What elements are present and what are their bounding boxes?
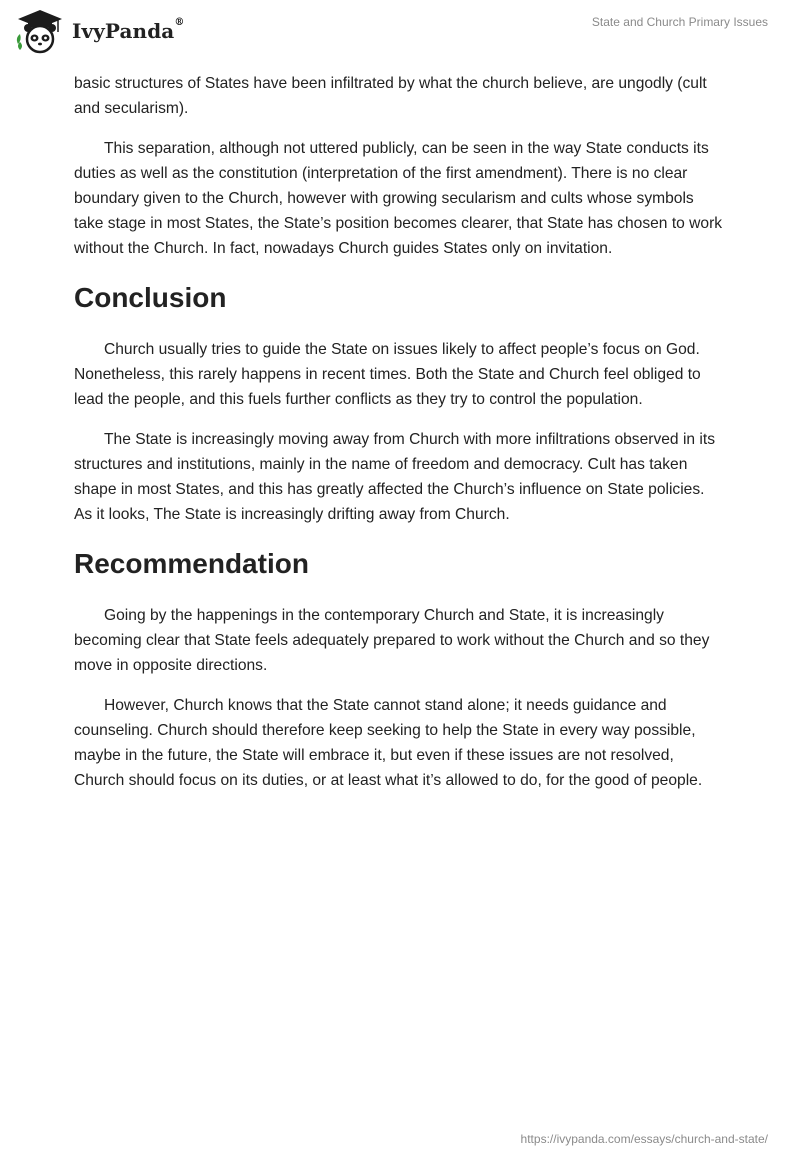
source-url-link[interactable]: https://ivypanda.com/essays/church-and-state/ bbox=[520, 1132, 768, 1146]
paragraph-conclusion-2: The State is increasingly moving away from Church with more infiltrations observed in its structures and institutions, mainly in the name of freedom and democracy. Cult has taken shape in most States, and this has greatly affected the Church’s influence on State policies. As it looks, The State is increasingly drifting away from Church. bbox=[74, 431, 716, 523]
heading-recommendation: Recommendation bbox=[74, 548, 309, 579]
paragraph-intro-1: basic structures of States have been infiltrated by what the church believe, are ungodly (cult and secularism). bbox=[74, 75, 707, 117]
paragraph-recommendation-1: Going by the happenings in the contemporary Church and State, it is increasingly becoming clear that State feels adequately prepared to work without the Church and so they move in opposite directions. bbox=[74, 607, 710, 674]
brand-name: IvyPanda® bbox=[72, 17, 185, 43]
ivypanda-logo[interactable] bbox=[14, 8, 184, 54]
registered-mark: ® bbox=[174, 17, 185, 28]
paragraph-recommendation-2: However, Church knows that the State cannot stand alone; it needs guidance and counseling. Church should therefore keep seeking to help the State in every way possible, maybe in the future, the State will embrace it, but even if these issues are not resolved, Church should focus on its duties, or at least what it’s allowed to do, for the good of people. bbox=[74, 697, 703, 789]
paragraph-intro-2: This separation, although not uttered publicly, can be seen in the way State conducts its duties as well as the constitution (interpretation of the first amendment). There is no clear boundary given to the Church, however with growing secularism and cults whose symbols take stage in most States, the State’s position becomes clearer, that State has chosen to work without the Church. In fact, nowadays Church guides States only on invitation. bbox=[74, 140, 723, 257]
paragraph-conclusion-1: Church usually tries to guide the State on issues likely to affect people’s focus on God. Nonetheless, this rarely happens in recent times. Both the State and Church feel obliged to lead the people, and this fuels further conflicts as they try to control the population. bbox=[74, 341, 701, 408]
panda-graduate-icon bbox=[14, 8, 66, 54]
essay-body bbox=[74, 70, 726, 808]
page-header bbox=[0, 0, 800, 60]
document-title: State and Church Primary Issues bbox=[591, 15, 768, 29]
heading-conclusion: Conclusion bbox=[74, 282, 227, 313]
